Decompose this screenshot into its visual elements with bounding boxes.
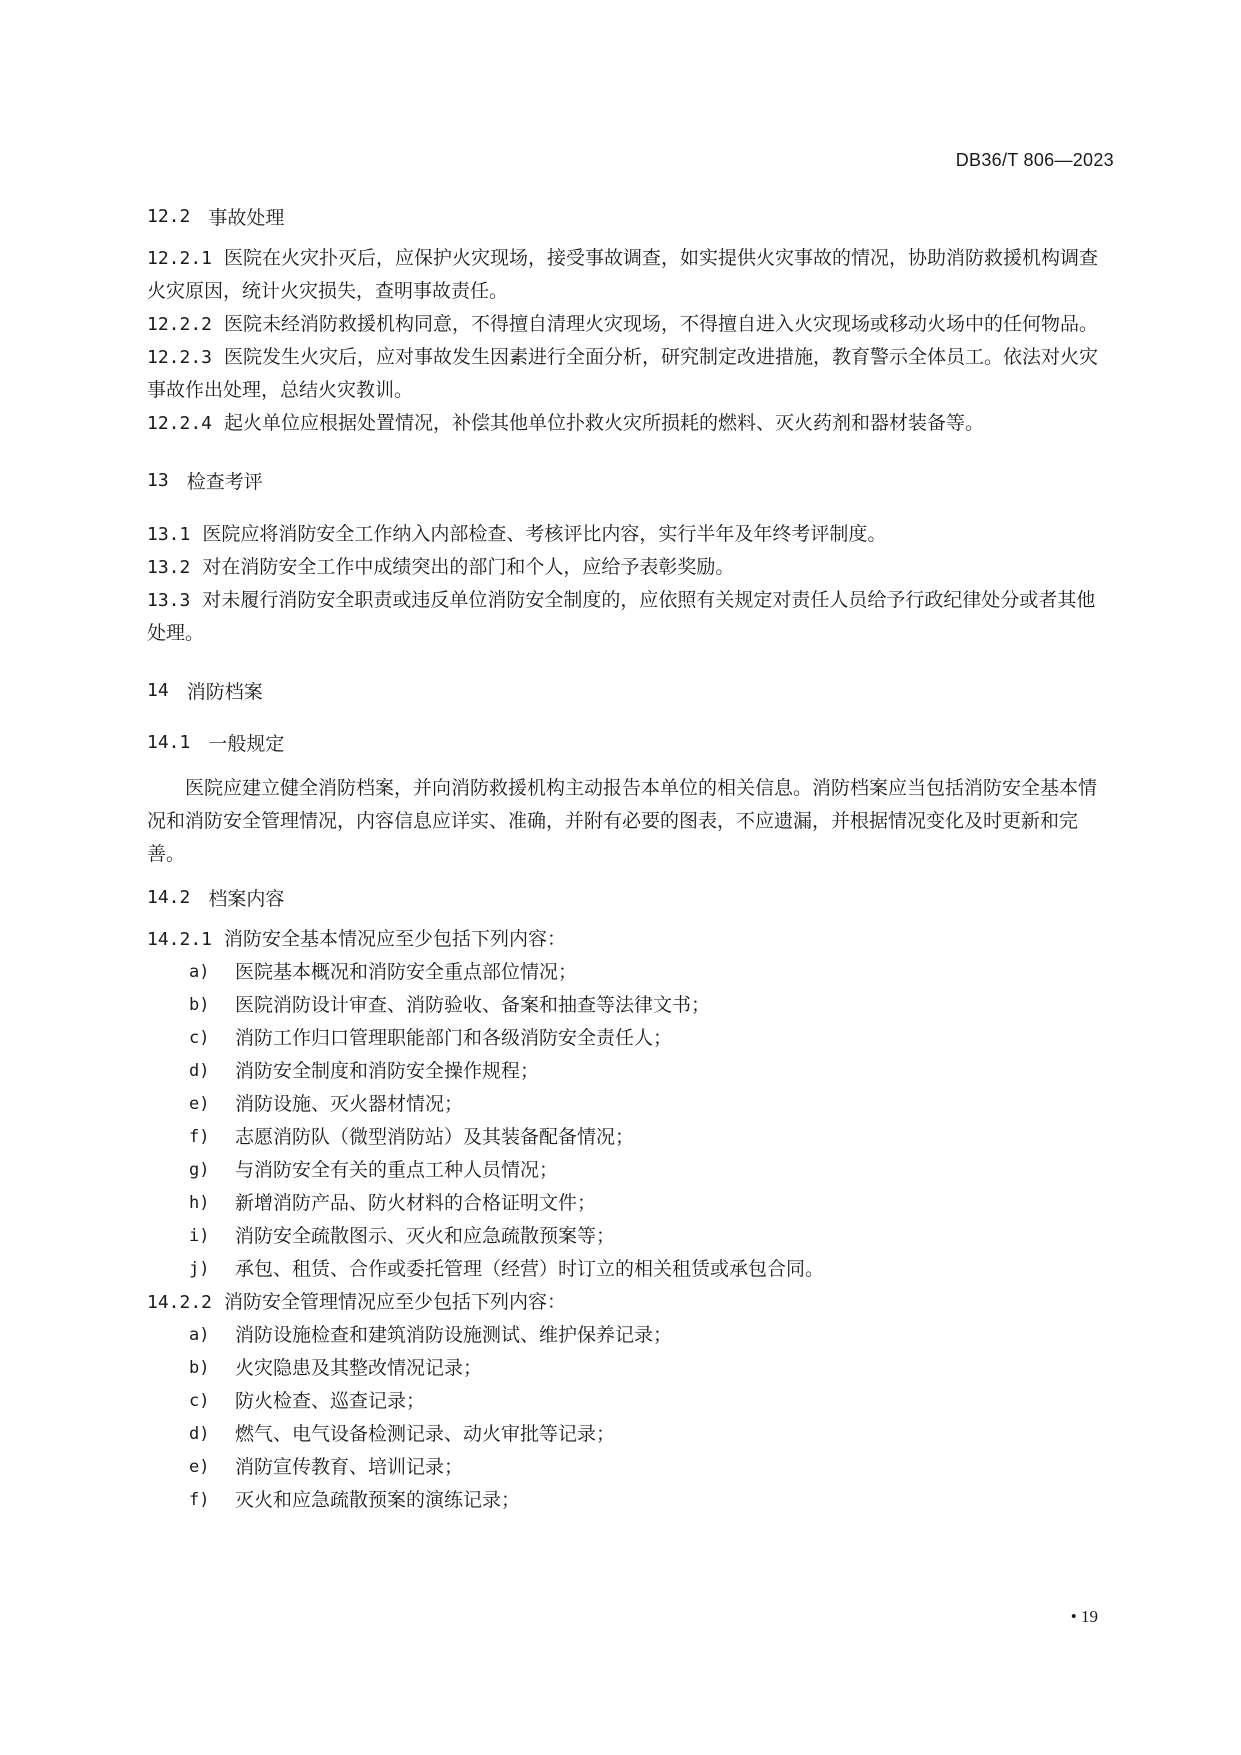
- list-text: 消防工作归口管理职能部门和各级消防安全责任人；: [235, 1027, 673, 1049]
- clause-12-2-4: [147, 407, 1107, 440]
- clause-14-2-1: [147, 923, 1107, 956]
- list-text: 消防安全疏散图示、灭火和应急疏散预案等；: [235, 1225, 616, 1247]
- list-item: [147, 1088, 1107, 1121]
- list-item: [147, 1484, 1107, 1517]
- list-item: [147, 1253, 1107, 1286]
- list-letter: d): [189, 1061, 210, 1081]
- list-letter: a): [189, 962, 210, 982]
- section-number: 14.2: [147, 886, 191, 908]
- list-text: 医院基本概况和消防安全重点部位情况；: [235, 961, 578, 983]
- list-text: 消防设施检查和建筑消防设施测试、维护保养记录；: [235, 1324, 673, 1346]
- clause-13-2: [147, 551, 1107, 584]
- list-letter: c): [189, 1391, 210, 1411]
- clause-number: 14.2.1: [147, 929, 213, 950]
- list-item: [147, 1055, 1107, 1088]
- list-item: [147, 989, 1107, 1022]
- list-letter: e): [189, 1457, 210, 1477]
- clause-text: 对在消防安全工作中成绩突出的部门和个人，应给予表彰奖励。: [202, 556, 735, 578]
- list-letter: h): [189, 1193, 210, 1213]
- list-item: [147, 956, 1107, 989]
- list-letter: j): [189, 1259, 210, 1279]
- section-heading-14-1: [147, 726, 1107, 758]
- list-text: 防火检查、巡查记录；: [235, 1390, 426, 1412]
- clause-number: 13.3: [147, 590, 191, 611]
- clause-text: 医院未经消防救援机构同意，不得擅自清理火灾现场，不得擅自进入火灾现场或移动火场中的任何物品。: [224, 313, 1099, 335]
- list-letter: e): [189, 1094, 210, 1114]
- section-title: 消防档案: [186, 680, 263, 703]
- clause-number: 13.1: [147, 524, 191, 545]
- list-letter: c): [189, 1028, 210, 1048]
- clause-text: 消防安全管理情况应至少包括下列内容：: [224, 1291, 567, 1313]
- list-letter: d): [189, 1424, 210, 1444]
- clause-13-3: [147, 584, 1107, 650]
- list-item: [147, 1451, 1107, 1484]
- clause-12-2-1: [147, 242, 1107, 308]
- list-text: 志愿消防队（微型消防站）及其装备配备情况；: [235, 1126, 635, 1148]
- clause-text: 对未履行消防安全职责或违反单位消防安全制度的，应依照有关规定对责任人员给予行政纪律处分或者其他处理。: [147, 589, 1096, 644]
- clause-12-2-2: [147, 308, 1107, 341]
- list-text: 医院消防设计审查、消防验收、备案和抽查等法律文书；: [235, 994, 711, 1016]
- section-number: 14.1: [147, 731, 191, 753]
- list-item: [147, 1154, 1107, 1187]
- clause-text: 医院在火灾扑灭后，应保护火灾现场，接受事故调查，如实提供火灾事故的情况，协助消防救援机构调查火灾原因，统计火灾损失，查明事故责任。: [147, 247, 1099, 302]
- list-letter: g): [189, 1160, 210, 1180]
- list-text: 消防安全制度和消防安全操作规程；: [235, 1060, 540, 1082]
- clause-number: 13.2: [147, 557, 191, 578]
- page-content: [147, 200, 1107, 1517]
- clause-number: 14.2.2: [147, 1292, 213, 1313]
- list-text: 与消防安全有关的重点工种人员情况；: [235, 1159, 559, 1181]
- section-title: 检查考评: [186, 470, 263, 493]
- clause-14-2-2: [147, 1286, 1107, 1319]
- list-item: [147, 1319, 1107, 1352]
- section-heading-12-2: [147, 200, 1107, 232]
- list-text: 消防设施、灭火器材情况；: [235, 1093, 464, 1115]
- clause-12-2-3: [147, 341, 1107, 407]
- clause-number: 12.2.1: [147, 248, 213, 269]
- section-heading-13: [147, 464, 1107, 496]
- list-text: 承包、租赁、合作或委托管理（经营）时订立的相关租赁或承包合同。: [235, 1258, 825, 1280]
- section-title: 事故处理: [208, 206, 285, 229]
- list-letter: b): [189, 995, 210, 1015]
- list-text: 新增消防产品、防火材料的合格证明文件；: [235, 1192, 597, 1214]
- list-item: [147, 1220, 1107, 1253]
- clause-text: 起火单位应根据处置情况，补偿其他单位扑救火灾所损耗的燃料、灭火药剂和器材装备等。: [224, 412, 985, 434]
- list-text: 灭火和应急疏散预案的演练记录；: [235, 1489, 521, 1511]
- section-number: 13: [147, 469, 169, 491]
- list-letter: b): [189, 1358, 210, 1378]
- clause-text: 医院应将消防安全工作纳入内部检查、考核评比内容，实行半年及年终考评制度。: [202, 523, 887, 545]
- paragraph-14-1: 医院应建立健全消防档案，并向消防救援机构主动报告本单位的相关信息。消防档案应当包括消防安全基本情况和消防安全管理情况，内容信息应详实、准确，并附有必要的图表，不应遗漏，并根据情况变化及时更新和完善。: [147, 777, 1098, 865]
- clause-text: 医院发生火灾后，应对事故发生因素进行全面分析，研究制定改进措施，教育警示全体员工。依法对火灾事故作出处理，总结火灾教训。: [147, 346, 1099, 401]
- list-item: [147, 1352, 1107, 1385]
- section-heading-14: [147, 674, 1107, 706]
- clause-number: 12.2.2: [147, 314, 213, 335]
- section-number: 14: [147, 679, 169, 701]
- list-item: [147, 1187, 1107, 1220]
- list-text: 消防宣传教育、培训记录；: [235, 1456, 464, 1478]
- list-item: [147, 1022, 1107, 1055]
- section-title: 档案内容: [208, 887, 285, 910]
- section-number: 12.2: [147, 205, 191, 227]
- clause-number: 12.2.3: [147, 347, 213, 368]
- clause-number: 12.2.4: [147, 413, 213, 434]
- list-text: 火灾隐患及其整改情况记录；: [235, 1357, 483, 1379]
- list-letter: a): [189, 1325, 210, 1345]
- list-text: 燃气、电气设备检测记录、动火审批等记录；: [235, 1423, 616, 1445]
- list-letter: f): [189, 1490, 210, 1510]
- section-heading-14-2: [147, 881, 1107, 913]
- list-item: [147, 1121, 1107, 1154]
- list-letter: i): [189, 1226, 210, 1246]
- clause-text: 消防安全基本情况应至少包括下列内容：: [224, 928, 567, 950]
- list-item: [147, 1385, 1107, 1418]
- list-item: [147, 1418, 1107, 1451]
- document-code: DB36/T 806—2023: [955, 150, 1114, 170]
- section-title: 一般规定: [208, 732, 285, 755]
- page-number: • 19: [1070, 1607, 1098, 1626]
- clause-13-1: [147, 518, 1107, 551]
- list-letter: f): [189, 1127, 210, 1147]
